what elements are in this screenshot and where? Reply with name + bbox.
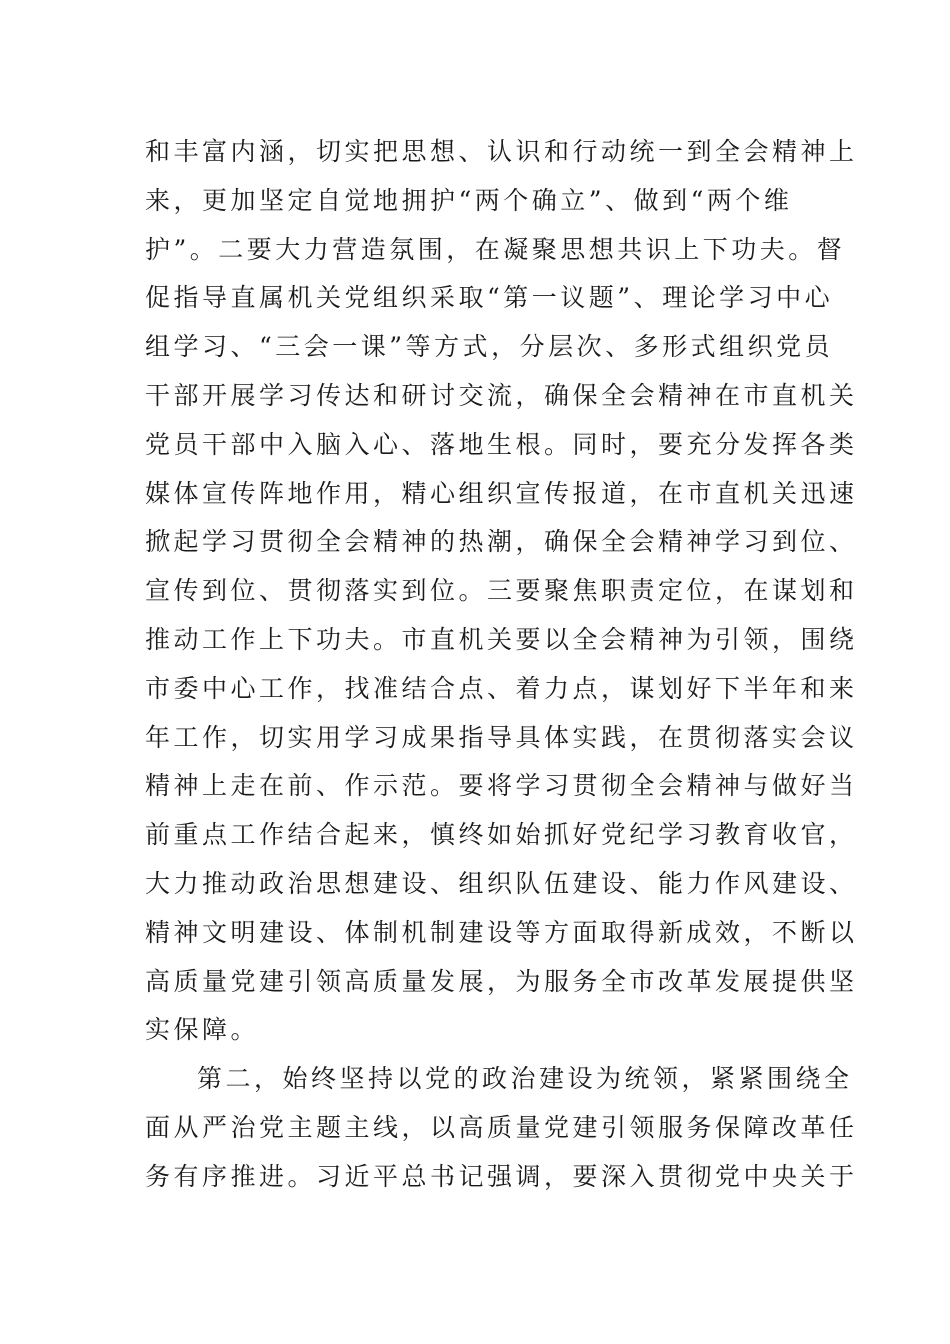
body-text	[145, 128, 858, 1202]
text-line: 护”。二要大力营造氛围，在凝聚思想共识上下功夫。督	[145, 234, 846, 264]
text-line: 市委中心工作，找准结合点、着力点，谋划好下半年和来	[145, 673, 858, 703]
text-line: 面从严治党主题主线，以高质量党建引领服务保障改革任	[145, 1112, 858, 1142]
text-line: 大力推动政治思想建设、组织队伍建设、能力作风建设、	[145, 868, 858, 898]
text-line: 第二，始终坚持以党的政治建设为统领，紧紧围绕全	[197, 1064, 853, 1094]
text-line: 高质量党建引领高质量发展，为服务全市改革发展提供坚	[145, 966, 858, 996]
paragraph-1	[145, 128, 858, 1055]
text-line: 干部开展学习传达和研讨交流，确保全会精神在市直机关	[145, 380, 858, 410]
text-line: 精神上走在前、作示范。要将学习贯彻全会精神与做好当	[145, 771, 858, 801]
text-line: 实保障。	[145, 1015, 260, 1045]
text-line: 组学习、“三会一课”等方式，分层次、多形式组织党员	[145, 332, 834, 362]
text-line: 媒体宣传阵地作用，精心组织宣传报道，在市直机关迅速	[145, 478, 858, 508]
text-line: 推动工作上下功夫。市直机关要以全会精神为引领，围绕	[145, 624, 858, 654]
text-line: 宣传到位、贯彻落实到位。三要聚焦职责定位，在谋划和	[145, 576, 858, 606]
text-line: 和丰富内涵，切实把思想、认识和行动统一到全会精神上	[145, 137, 858, 166]
paragraph-2	[145, 1055, 858, 1201]
text-line: 促指导直属机关党组织采取“第一议题”、理论学习中心	[145, 283, 834, 313]
text-line: 党员干部中入脑入心、落地生根。同时，要充分发挥各类	[145, 429, 858, 459]
text-line: 务有序推进。习近平总书记强调，要深入贯彻党中央关于	[145, 1161, 858, 1191]
text-line: 精神文明建设、体制机制建设等方面取得新成效，不断以	[145, 917, 858, 947]
text-line: 前重点工作结合起来，慎终如始抓好党纪学习教育收官，	[145, 820, 858, 850]
text-line: 年工作，切实用学习成果指导具体实践，在贯彻落实会议	[145, 722, 858, 752]
text-line: 掀起学习贯彻全会精神的热潮，确保全会精神学习到位、	[145, 527, 858, 557]
text-line: 来，更加坚定自觉地拥护“两个确立”、做到“两个维	[145, 185, 793, 215]
